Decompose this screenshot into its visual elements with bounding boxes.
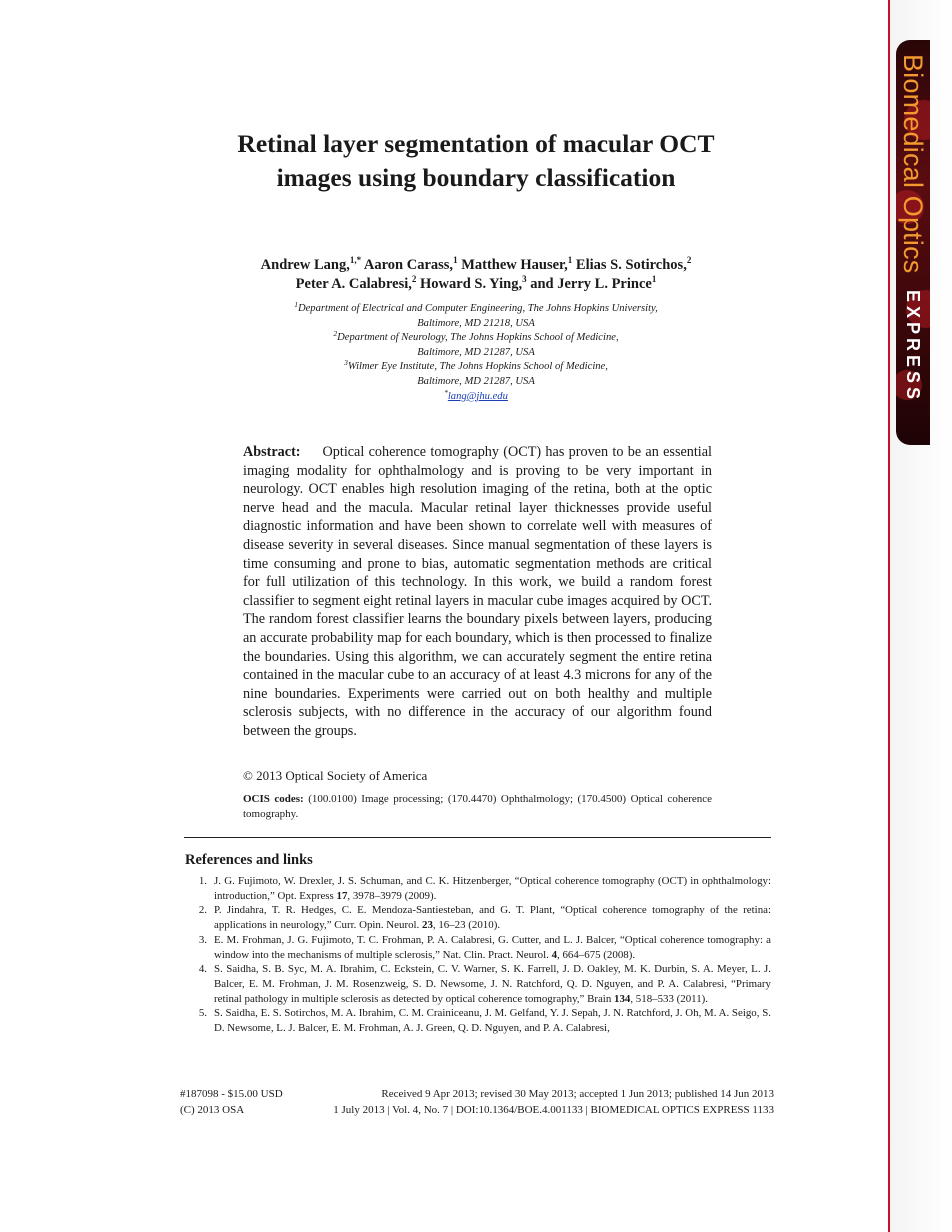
reference-volume: 17 (336, 889, 348, 902)
reference-number: 4. (198, 963, 207, 976)
author-line-2 (196, 275, 756, 294)
footer-copyright: (C) 2013 OSA (180, 1103, 245, 1116)
affiliation-marker: 3 (344, 358, 348, 368)
footer-dates: Received 9 Apr 2013; revised 30 May 2013; accepted 1 Jun 2013; published 14 Jun 2013 (381, 1088, 774, 1100)
journal-logo-tab (896, 40, 930, 445)
affiliation-address: Baltimore, MD 21218, USA (417, 317, 535, 329)
page-footer (180, 1087, 774, 1118)
journal-logo (898, 54, 928, 434)
reference-text: E. M. Frohman, J. G. Fujimoto, T. C. Frohman, P. A. Calabresi, G. Cutter, and L. J. Balcer, “Optical coherence tomography: a window into the mechanisms of multiple sclerosis,” Nat. Clin. Pract. Neurol. (214, 933, 771, 961)
reference-text: J. G. Fujimoto, W. Drexler, J. S. Schuman, and C. K. Hitzenberger, “Optical coherence tomography (OCT) in ophthalmology: introduction,” Opt. Express (214, 875, 771, 902)
affiliation-line (196, 360, 756, 375)
reference-volume: 134 (614, 992, 631, 1005)
author-affiliation-marker: 1,* (349, 255, 362, 265)
affiliation (196, 302, 756, 331)
affiliation-line (196, 302, 756, 317)
footer-article-id: #187098 - $15.00 USD (180, 1088, 283, 1100)
affiliation (196, 360, 756, 389)
abstract-label: Abstract: (243, 444, 301, 460)
author-name: Matthew Hauser, (461, 257, 568, 273)
ocis-codes (243, 792, 712, 822)
affiliation-department: Wilmer Eye Institute, The Johns Hopkins School of Medicine, (347, 361, 608, 373)
reference-volume: 23 (422, 919, 433, 932)
reference-item (193, 874, 771, 903)
footer-citation: 1 July 2013 | Vol. 4, No. 7 | DOI:10.1364/BOE.4.001133 | BIOMEDICAL OPTICS EXPRESS 1133 (333, 1103, 774, 1116)
author-line-1 (196, 256, 756, 275)
author-affiliation-marker: 1 (651, 274, 657, 284)
reference-item (193, 962, 771, 1006)
affiliation-department: Department of Electrical and Computer Engineering, The Johns Hopkins University, (297, 303, 658, 314)
reference-number: 3. (198, 933, 207, 946)
affiliation (196, 331, 756, 360)
reference-pages: , 664–675 (2008). (557, 948, 636, 961)
journal-name: Biomedical Optics (898, 54, 928, 274)
reference-text: S. Saidha, E. S. Sotirchos, M. A. Ibrahim, C. M. Crainiceanu, J. M. Gelfand, Y. J. Sepah, J. N. Ratchford, J. Oh, M. A. Seigo, S. D. Newsome, L. J. Balcer, E. M. Frohman, A. J. Green, Q. D. Nguyen, and P. A. Calabresi, (214, 1007, 771, 1035)
reference-pages: , 16–23 (2010). (432, 919, 501, 932)
affiliation-marker: 1 (294, 300, 298, 309)
reference-number: 5. (198, 1007, 207, 1020)
author-affiliation-marker: 2 (686, 255, 692, 265)
section-divider (184, 837, 771, 838)
author-name: Andrew Lang, (260, 257, 350, 273)
affiliation-address: Baltimore, MD 21287, USA (417, 375, 535, 387)
email-link[interactable]: lang@jhu.edu (447, 390, 508, 402)
email-marker: * (444, 387, 448, 397)
author-affiliation-marker: 1 (567, 255, 573, 265)
reference-volume: 4 (551, 948, 558, 961)
journal-tag: EXPRESS (903, 289, 923, 403)
author-name: and Jerry L. Prince (530, 276, 652, 292)
copyright-notice: © 2013 Optical Society of America (243, 768, 428, 783)
author-name: Peter A. Calabresi, (295, 276, 412, 292)
author-name: Howard S. Ying, (420, 276, 523, 292)
author-name: Aaron Carass, (363, 257, 454, 273)
reference-item (193, 903, 771, 932)
corresponding-email (196, 387, 756, 405)
ocis-label: OCIS codes: (243, 793, 304, 805)
ocis-text: (100.0100) Image processing; (170.4470) Ophthalmology; (170.4500) Optical coherence tomography. (243, 793, 713, 820)
abstract (243, 443, 712, 741)
reference-pages: , 518–533 (2011). (630, 992, 708, 1005)
reference-number: 2. (198, 904, 207, 917)
author-affiliation-marker: 1 (453, 255, 458, 265)
affiliation-marker: 2 (333, 329, 338, 339)
reference-text: P. Jindahra, T. R. Hedges, C. E. Mendoza-Santiesteban, and G. T. Plant, “Optical coherence tomography of the retina: applications in neurology,” Curr. Opin. Neurol. (214, 904, 771, 932)
paper-title: Retinal layer segmentation of macular OCT images using boundary classification (237, 129, 715, 192)
reference-item (193, 933, 771, 962)
affiliation-address: Baltimore, MD 21287, USA (417, 346, 535, 358)
margin-red-line (888, 0, 890, 1232)
reference-text: S. Saidha, S. B. Syc, M. A. Ibrahim, C. Eckstein, C. V. Warner, S. K. Farrell, J. D. Oakley, M. K. Durbin, S. A. Meyer, L. J. Balcer, E. M. Frohman, J. M. Rosenzweig, S. D. Newsome, J. N. Ratchford, Q. D. Nguyen, and P. A. Calabresi, “Primary retinal pathology in multiple sclerosis as detected by optical coherence tomography,” Brain (214, 963, 771, 1005)
author-name: Elias S. Sotirchos, (575, 257, 687, 273)
reference-item (193, 1006, 771, 1035)
author-affiliation-marker: 3 (522, 274, 527, 284)
abstract-text: Optical coherence tomography (OCT) has proven to be an essential imaging modality for ophthalmology and is proving to be very important in neurology. OCT enables high resolution imaging of the retina, both at the optic nerve head and the macula. Macular retinal layer thicknesses provide useful diagnostic information and have been shown to correlate well with measures of disease severity in several diseases. Since manual segmentation of these layers is time consuming and prone to bias, automatic segmentation methods are critical for full utilization of this technology. In this work, we build a random forest classifier to segment eight retinal layers in macular cube images acquired by OCT. The random forest classifier learns the boundary pixels between layers, producing an accurate probability map for each boundary, which is then processed to finalize the boundaries. Using this algorithm, we can accurately segment the entire retina contained in the macular cube to an accuracy of at least 4.3 microns for any of the nine boundaries. Experiments were carried out on both healthy and multiple sclerosis subjects, with no difference in the accuracy of our algorithm found between the groups. (243, 444, 712, 739)
references-heading: References and links (185, 852, 313, 868)
affiliation-department: Department of Neurology, The Johns Hopkins School of Medicine, (337, 332, 619, 344)
author-list (196, 256, 756, 294)
affiliation-line (196, 331, 756, 346)
reference-number: 1. (198, 875, 207, 887)
affiliations (196, 302, 756, 404)
reference-pages: , 3978–3979 (2009). (347, 889, 437, 902)
author-affiliation-marker: 2 (411, 274, 417, 284)
reference-list (193, 874, 771, 1036)
